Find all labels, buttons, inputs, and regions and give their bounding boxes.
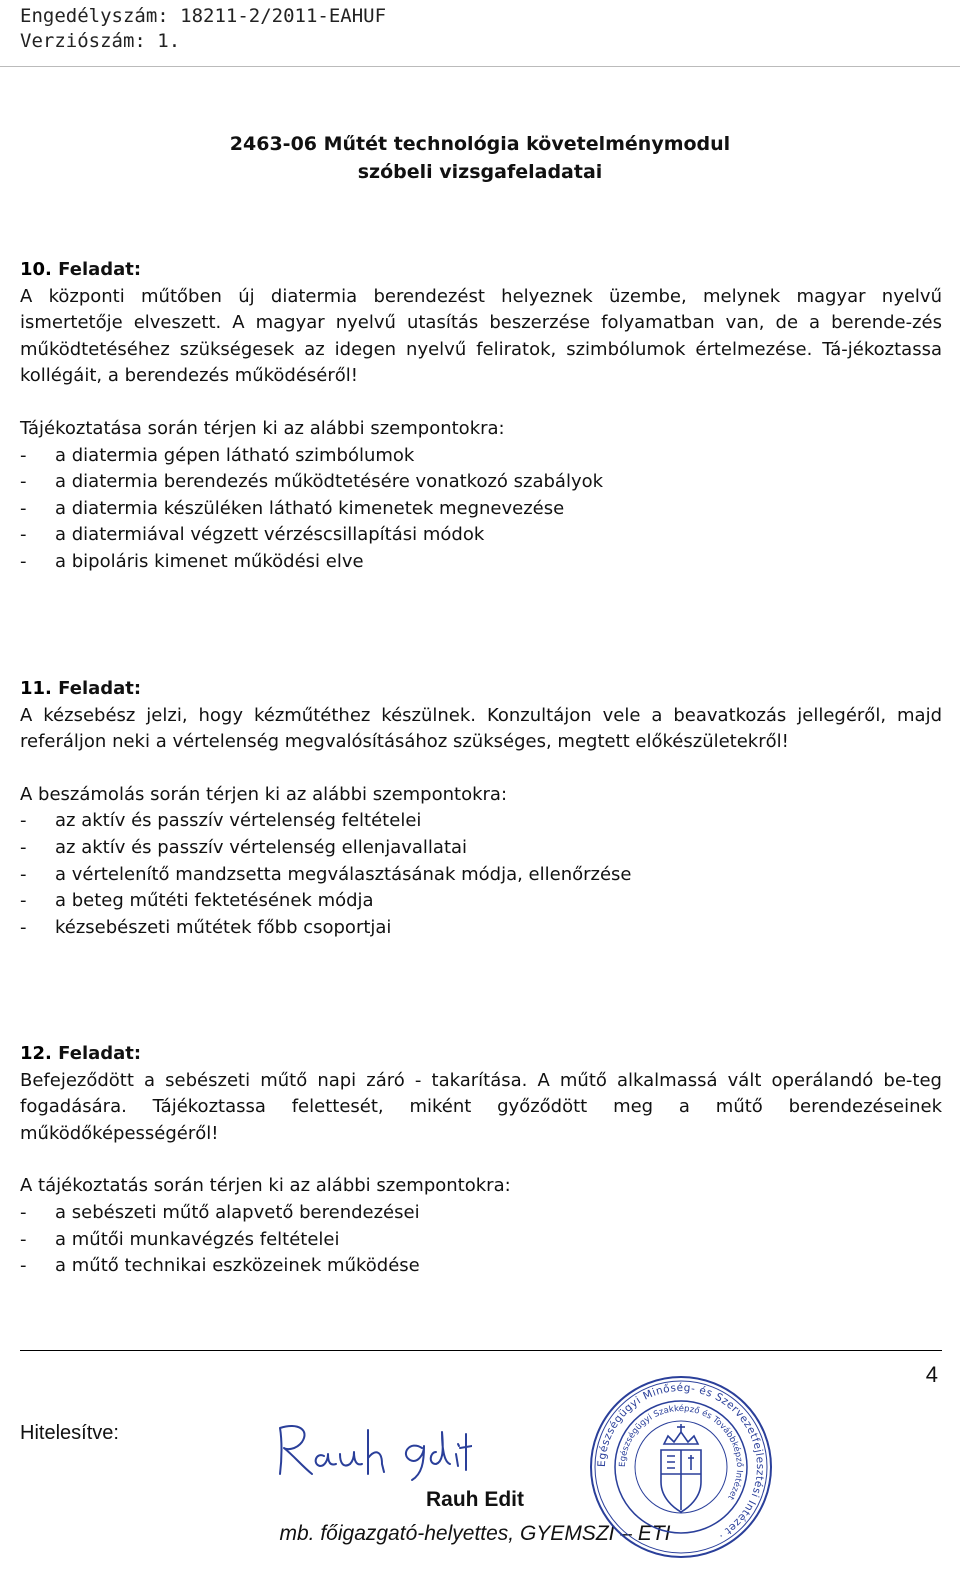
list-item: - a beteg műtéti fektetésének módja bbox=[20, 890, 374, 912]
version-number: Verziószám: 1. bbox=[20, 30, 181, 52]
list-item: - a sebészeti műtő alapvető berendezései bbox=[20, 1201, 420, 1223]
header-divider bbox=[0, 66, 960, 67]
license-number: Engedélyszám: 18211-2/2011-EAHUF bbox=[20, 5, 387, 27]
task-description: A kézsebész jelzi, hogy kézműtéthez készülnek. Konzultájon vele a beavatkozás jellegéről, majd referáljon neki a vértelenség megvalósításához szükséges, megtett előkészületekről! bbox=[20, 704, 942, 753]
task-description: Befejeződött a sebészeti műtő napi záró - takarítása. A műtő alkalmassá vált operálandó be-teg fogadására. Tájékoztassa felettesét, miként győződött meg a műtő berendezéseinek működőképességéről! bbox=[20, 1069, 942, 1144]
svg-text:Egészségügyi Szakképző és Tová: Egészségügyi Szakképző és Továbbképző Intézet bbox=[617, 1403, 745, 1502]
list-item: - a bipoláris kimenet működési elve bbox=[20, 550, 364, 572]
list-item: - a diatermia gépen látható szimbólumok bbox=[20, 444, 415, 466]
list-item: - a diatermiával végzett vérzéscsillapítási módok bbox=[20, 524, 485, 546]
task-label: Feladat: bbox=[58, 259, 142, 280]
document-title: 2463-06 Műtét technológia követelménymodul bbox=[229, 133, 731, 155]
task-12 bbox=[20, 1041, 942, 1280]
list-item: - az aktív és passzív vértelenség ellenjavallatai bbox=[20, 836, 468, 858]
task-number: 10. bbox=[20, 259, 52, 280]
task-label: Feladat: bbox=[58, 1043, 142, 1064]
signer-name: Rauh Edit bbox=[426, 1488, 524, 1511]
task-intro: Tájékoztatása során térjen ki az alábbi szempontokra: bbox=[20, 417, 505, 439]
task-description: A központi műtőben új diatermia berendezést helyeznek üzembe, melynek magyar nyelvű ismertetője elveszett. A magyar nyelvű utasítás beszerzése folyamatban van, de a berende-zés működtetéséhez szükségesek az idegen nyelvű feliratok, szimbólumok értelmezése. Tá-jékoztassa kollégáit, a berendezés működéséről! bbox=[20, 285, 942, 387]
task-10 bbox=[20, 257, 942, 576]
list-item: - a diatermia készüléken látható kimenetek megnevezése bbox=[20, 497, 565, 519]
signer-role: mb. főigazgató-helyettes, GYEMSZI – ETI bbox=[279, 1522, 671, 1545]
list-item: - az aktív és passzív vértelenség feltételei bbox=[20, 810, 422, 832]
handwritten-signature bbox=[272, 1418, 472, 1484]
list-item: - a műtő technikai eszközeinek működése bbox=[20, 1255, 420, 1277]
footer-divider bbox=[20, 1350, 942, 1351]
svg-text:Egészségügyi Minőség- és Szerv: Egészségügyi Minőség- és Szervezetfejlesztési Intézet · bbox=[595, 1381, 767, 1542]
list-item: - a vértelenítő mandzsetta megválasztásának módja, ellenőrzése bbox=[20, 863, 632, 885]
page-number: 4 bbox=[925, 1362, 938, 1387]
task-number: 12. bbox=[20, 1043, 52, 1064]
task-heading bbox=[20, 1041, 942, 1068]
official-seal-stamp bbox=[588, 1374, 774, 1560]
list-item: - a műtői munkavégzés feltételei bbox=[20, 1228, 340, 1250]
certified-label: Hitelesítve: bbox=[20, 1422, 119, 1444]
document-subtitle: szóbeli vizsgafeladatai bbox=[357, 161, 603, 183]
page-header bbox=[20, 4, 386, 54]
list-item: - a diatermia berendezés működtetésére vonatkozó szabályok bbox=[20, 471, 604, 493]
list-item: - kézsebészeti műtétek főbb csoportjai bbox=[20, 916, 392, 938]
task-label: Feladat: bbox=[58, 678, 142, 699]
task-heading bbox=[20, 257, 942, 284]
task-number: 11. bbox=[20, 678, 52, 699]
task-heading bbox=[20, 676, 942, 703]
task-11 bbox=[20, 676, 942, 941]
task-intro: A tájékoztatás során térjen ki az alábbi szempontokra: bbox=[20, 1175, 511, 1197]
task-intro: A beszámolás során térjen ki az alábbi szempontokra: bbox=[20, 783, 508, 805]
